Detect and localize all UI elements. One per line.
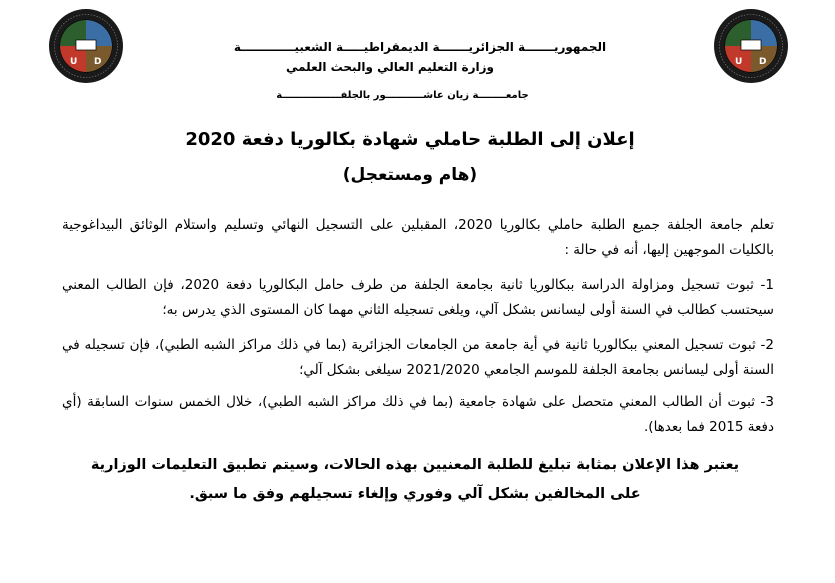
condition-3: 3- ثبوت أن الطالب المعني متحصل على شهادة جامعية (بما في ذلك مراكز الشبه الطبي)، خلال الخمس سنوات السابقة (أي دفعة 2015 فما بعدها). — [62, 394, 774, 435]
university-seal-right — [713, 8, 789, 84]
university-name: جامعــــــــة زيان عاشـــــــــــور بالجلفـــــــــــــــــة — [276, 90, 529, 101]
seal-letter-u: U — [70, 57, 78, 67]
intro-paragraph: تعلم جامعة الجلفة جميع الطلبة حاملي بكالوريا 2020، المقبلين على التسجيل النهائي وتسليم واستلام الوثائق البيداغوجية بالكليات الموجهين إليها، أنه في حالة : — [62, 217, 774, 258]
republic-name: الجمهوريـــــــة الجزائريـــــــة الديمقراطيـــــة الشعبيـــــــــــــة — [233, 40, 607, 54]
announcement-title: إعلان إلى الطلبة حاملي شهادة بكالوريا دفعة 2020 — [185, 129, 635, 150]
seal-emblem — [713, 8, 789, 84]
closing-notice: يعتبر هذا الإعلان بمثابة تبليغ للطلبة المعنيين بهذه الحالات، وسيتم تطبيق التعليمات الوزارية على المخالفين بشكل آلي وفوري وإلغاء تسجيلهم وفق ما سبق. — [90, 457, 740, 502]
condition-2: 2- ثبوت تسجيل المعني ببكالوريا ثانية في أية جامعة من الجامعات الجزائرية (بما في ذلك مراكز الشبه الطبي)، فإن تسجيله في السنة أولى ليسانس بجامعة الجلفة للموسم الجامعي 2021/2020 سيلغى بشكل آلي؛ — [62, 337, 774, 378]
seal-letter-d: D — [94, 57, 102, 67]
ministry-name: وزارة التعليم العالي والبحث العلمي — [285, 60, 495, 74]
seal-emblem — [48, 8, 124, 84]
announcement-subtitle: (هام ومستعجل) — [342, 165, 478, 185]
letterhead — [230, 38, 610, 104]
seal-letter-d: D — [759, 57, 767, 67]
condition-1: 1- ثبوت تسجيل ومزاولة الدراسة ببكالوريا ثانية بجامعة الجلفة من طرف حامل البكالوريا دفعة 2020، فإن الطالب المعني سيحتسب كطالب في السنة أولى ليسانس بشكل آلي، ويلغى تسجيله الثاني مهما كان المستوى الذي يدرس به؛ — [62, 277, 775, 318]
university-seal-left — [48, 8, 124, 84]
seal-letter-u: U — [735, 57, 743, 67]
